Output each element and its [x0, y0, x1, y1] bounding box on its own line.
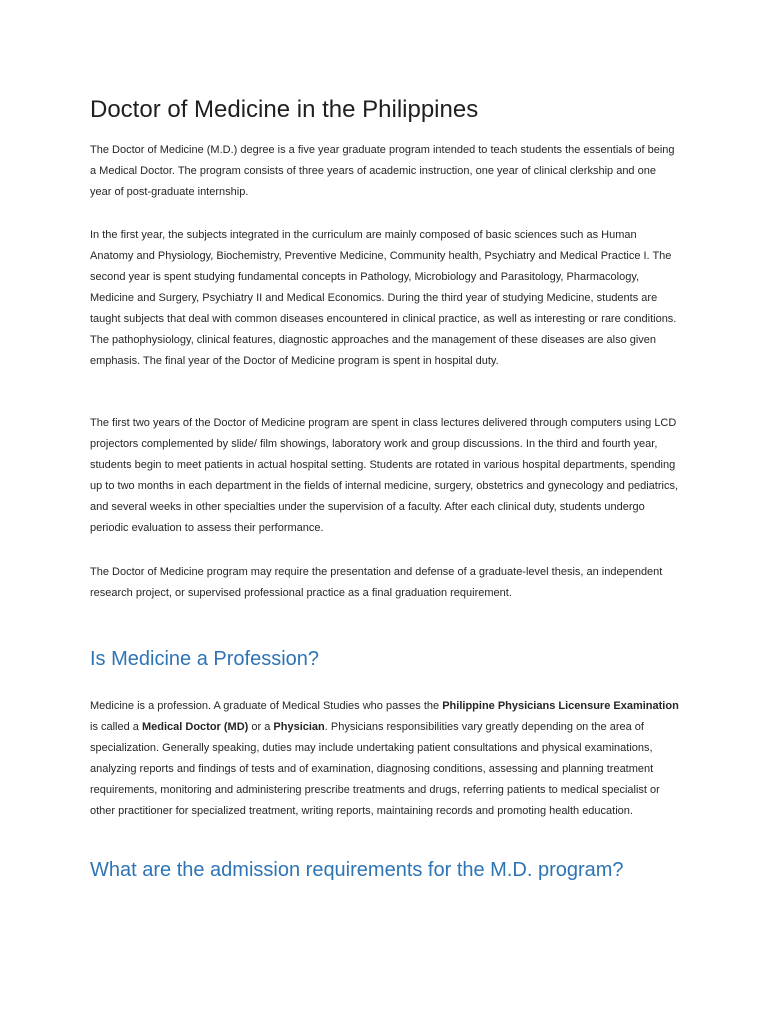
profession-text-end: . Physicians responsibilities vary greatly depending on the area of specialization. Generally speaking, duties may include undertaking patient consultations and physical examinations, analyzing reports and findings of tests and of examination, diagnosing conditions, assessing and planning treatment requirements, monitoring and administering prescribe treatments and drugs, referring patients to medical specialist or other practitioner for specialized treatment, writing reports, maintaining records and promoting health education. — [90, 721, 660, 817]
curriculum-paragraph: In the first year, the subjects integrated in the curriculum are mainly composed of basic sciences such as Human Anatomy and Physiology, Biochemistry, Preventive Medicine, Community health, Psychiatry and Medical Practice I. The second year is spent studying fundamental concepts in Pathology, Microbiology and Parasitology, Pharmacology, Medicine and Surgery, Psychiatry II and Medical Economics. During the third year of studying Medicine, students are taught subjects that deal with common diseases encountered in clinical practice, as well as interesting or rare conditions. The pathophysiology, clinical features, diagnostic approaches and the management of these diseases are also given emphasis. The final year of the Doctor of Medicine program is spent in hospital duty. — [90, 229, 677, 367]
section-heading-admission: What are the admission requirements for the M.D. program? — [90, 859, 624, 881]
page-title: Doctor of Medicine in the Philippines — [90, 96, 479, 123]
physician-bold: Physician — [273, 721, 325, 733]
clinical-training-paragraph: The first two years of the Doctor of Medicine program are spent in class lectures delivered through computers using LCD projectors complemented by slide/ film showings, laboratory work and group discussions. In the third and fourth year, students begin to meet patients in actual hospital setting. Students are rotated in various hospital departments, spending up to two months in each department in the fields of internal medicine, surgery, obstetrics and gynecology and pediatrics, and several weeks in other specialties under the supervision of a faculty. After each clinical duty, students undergo periodic evaluation to assess their performance. — [90, 417, 679, 534]
profession-text-start: Medicine is a profession. A graduate of Medical Studies who passes the — [90, 700, 443, 712]
section-heading-profession: Is Medicine a Profession? — [90, 648, 320, 670]
profession-paragraph — [90, 696, 680, 822]
medical-doctor-bold: Medical Doctor (MD) — [141, 721, 249, 733]
profession-text-mid2: or a — [248, 721, 274, 733]
graduation-requirement-paragraph: The Doctor of Medicine program may require the presentation and defense of a graduate-level thesis, an independent research project, or supervised professional practice as a final graduation requirement. — [90, 566, 663, 599]
profession-text-mid1: is called a — [90, 721, 142, 733]
licensure-exam-bold: Philippine Physicians Licensure Examination — [442, 700, 679, 712]
intro-paragraph: The Doctor of Medicine (M.D.) degree is a five year graduate program intended to teach students the essentials of being a Medical Doctor. The program consists of three years of academic instruction, one year of clinical clerkship and one year of post-graduate internship. — [90, 144, 675, 198]
